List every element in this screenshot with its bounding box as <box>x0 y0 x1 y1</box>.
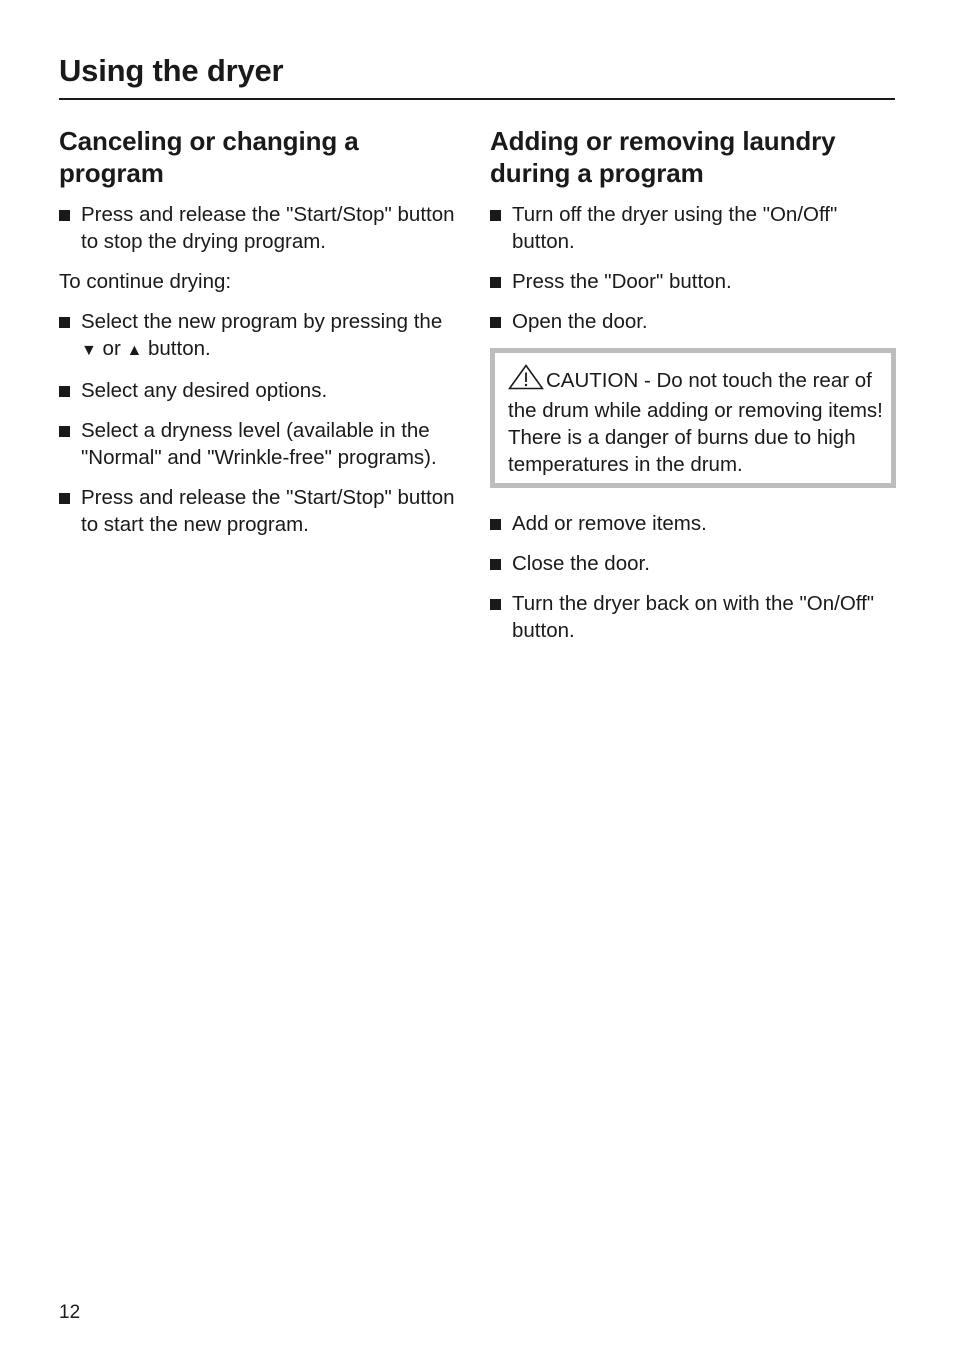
program-item-middle: or <box>96 337 127 360</box>
bullet-square-icon <box>490 277 501 288</box>
program-item-before: Select the new program by pressing the <box>81 310 443 333</box>
left-column <box>59 125 459 551</box>
list-item-text: Turn the dryer back on with the "On/Off" button. <box>512 592 875 642</box>
continue-label: To continue drying: <box>59 270 232 293</box>
list-item-text: Press and release the "Start/Stop" button to start the new program. <box>81 486 455 536</box>
list-item <box>490 268 896 295</box>
page-number: 12 <box>59 1302 81 1323</box>
bullet-square-icon <box>490 599 501 610</box>
section-heading-canceling: Canceling or changing a program <box>59 126 359 188</box>
list-item-text: Press and release the "Start/Stop" button to stop the drying program. <box>81 203 455 253</box>
bullet-square-icon <box>59 317 70 328</box>
list-item-text: Turn off the dryer using the "On/Off" button. <box>512 203 838 253</box>
after-steps-list <box>490 510 896 644</box>
list-item <box>490 201 896 255</box>
bullet-square-icon <box>59 210 70 221</box>
caution-box <box>490 348 896 488</box>
list-item-text: Select any desired options. <box>81 379 328 402</box>
up-arrow-icon: ▲ <box>126 342 143 359</box>
bullet-square-icon <box>490 210 501 221</box>
program-item-after: button. <box>142 337 211 360</box>
list-item-text: Select a dryness level (available in the "Normal" and "Wrinkle-free" programs). <box>81 419 437 469</box>
list-item <box>59 417 459 471</box>
list-item-text: Add or remove items. <box>512 512 707 535</box>
list-item <box>59 484 459 538</box>
down-arrow-icon: ▼ <box>81 342 97 359</box>
stop-steps-list <box>59 201 459 255</box>
list-item-text: Press the "Door" button. <box>512 270 732 293</box>
list-item <box>490 590 896 644</box>
list-item <box>490 308 896 335</box>
list-item-text: Close the door. <box>512 552 650 575</box>
caution-text: CAUTION - Do not touch the rear of the drum while adding or removing items! There is a danger of burns due to high temperatures in the drum. <box>508 369 883 476</box>
bullet-square-icon <box>490 519 501 530</box>
list-item <box>490 510 896 537</box>
continue-steps-list <box>59 308 459 538</box>
bullet-square-icon <box>490 317 501 328</box>
before-steps-list <box>490 201 896 335</box>
list-item <box>59 308 459 364</box>
list-item <box>490 550 896 577</box>
bullet-square-icon <box>59 493 70 504</box>
page-title: Using the dryer <box>59 53 284 88</box>
warning-triangle-icon <box>508 364 544 397</box>
section-heading-adding-removing: Adding or removing laundry during a program <box>490 126 836 188</box>
right-column <box>490 125 896 657</box>
title-divider <box>59 98 895 100</box>
list-item-text: Open the door. <box>512 310 648 333</box>
list-item <box>59 201 459 255</box>
bullet-square-icon <box>490 559 501 570</box>
bullet-square-icon <box>59 426 70 437</box>
list-item <box>59 377 459 404</box>
bullet-square-icon <box>59 386 70 397</box>
